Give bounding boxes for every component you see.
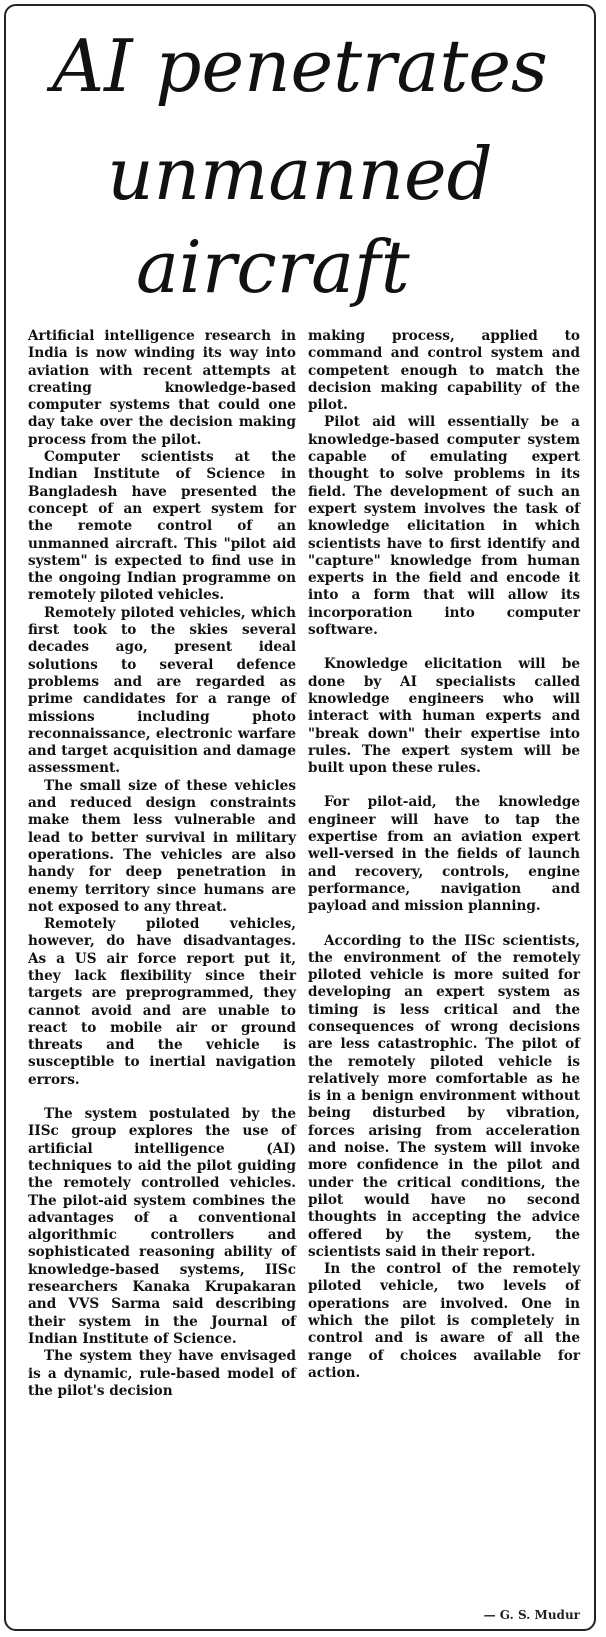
paragraph: Computer scientists at the Indian Institute of Science in Bangladesh have presented the concept of an expert system for the remote control of an unmanned aircraft. This "pilot aid system" is expected to find use in the ongoing Indian programme on remotely piloted vehicles. <box>28 449 296 604</box>
paragraph: In the control of the remotely piloted vehicle, two levels of operations are involved. One in which the pilot is completely in control and is aware of all the range of choices available for action. <box>308 1261 580 1381</box>
paragraph: Knowledge elicitation will be done by AI specialists called knowledge engineers who will interact with human experts and "break down" their expertise into rules. The expert system will be built upon these rules. <box>308 656 580 777</box>
paragraph: Remotely piloted vehicles, however, do have disadvantages. As a US air force report put it, they lack flexibility since their targets are preprogrammed, they cannot avoid and are unable to react to mobile air or ground threats and the vehicle is susceptible to inertial navigation errors. <box>28 916 296 1088</box>
paragraph-intro: Artificial intelligence research in India is now winding its way into aviation with recent attempts at creating knowledge-based computer systems that could one day take over the decision making process from the pilot. <box>28 328 296 448</box>
paragraph: According to the IISc scientists, the environment of the remotely piloted vehicle is more suited for developing an expert system as timing is less critical and the consequences of wrong decisions are less catastrophic. The pilot of the remotely piloted vehicle is relatively more comfortable as he is in a benign environment without being disturbed by vibration, forces arising from acceleration and noise. The system will invoke more confidence in the pilot and under the critical conditions, the pilot would have no second thoughts in accepting the advice offered by the system, the scientists said in their report. <box>308 932 580 1260</box>
paragraph: For pilot-aid, the knowledge engineer will have to tap the expertise from an aviation expert well-versed in the fields of launch and recovery, controls, engine performance, navigation and payload and mission planning. <box>308 794 580 915</box>
headline-line-3: aircraft <box>136 225 410 309</box>
paragraph: Pilot aid will essentially be a knowledge-based computer system capable of emulating expert thought to solve problems in its field. The development of such an expert system involves the task of knowledge elicitation in which scientists have to first identify and "capture" knowledge from human experts in the field and encode it into a form that will allow its incorporation into computer software. <box>308 414 580 639</box>
paragraph: Remotely piloted vehicles, which first took to the skies several decades ago, present ideal solutions to several defence problems and are regarded as prime candidates for a range of missions including photo reconnaissance, electronic warfare and target acquisition and damage assessment. <box>28 604 296 777</box>
right-column <box>308 328 580 1382</box>
left-column <box>28 328 296 1400</box>
paragraph: The system postulated by the IISc group explores the use of artificial intelligence (AI) techniques to aid the pilot guiding the remotely controlled vehicles. The pilot-aid system combines the advantages of a conventional algorithmic controllers and sophisticated reasoning ability of knowledge-based systems, IISc researchers Kanaka Krupakaran and VVS Sarma said describing their system in the Journal of Indian Institute of Science. <box>28 1106 296 1347</box>
article-frame <box>4 4 596 1631</box>
headline-line-2: unmanned <box>107 132 493 216</box>
headline-line-1: AI penetrates <box>52 24 548 108</box>
paragraph: The system they have envisaged is a dynamic, rule-based model of the pilot's decision <box>28 1348 296 1399</box>
paragraph-continued: making process, applied to command and control system and competent enough to match the decision making capability of the pilot. <box>308 328 580 414</box>
byline: — G. S. Mudur <box>483 1608 580 1622</box>
paragraph: The small size of these vehicles and reduced design constraints make them less vulnerable and lead to better survival in military operations. The vehicles are also handy for deep penetration in enemy territory since humans are not exposed to any threat. <box>28 777 296 915</box>
